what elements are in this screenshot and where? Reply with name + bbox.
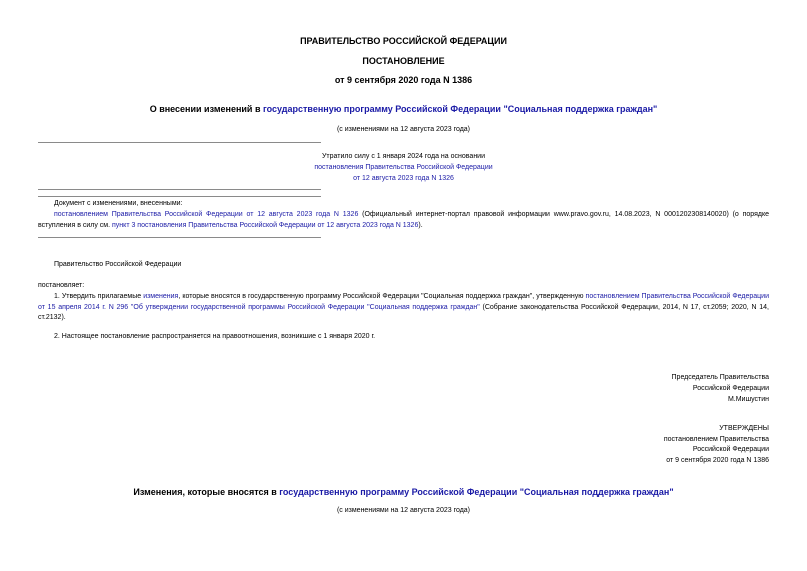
expired-decree-link[interactable]: постановления Правительства Российской Федерации (314, 164, 493, 171)
document-title (0, 104, 807, 114)
signature-name: М.Мишустин (727, 396, 769, 403)
changes-label: Документ с изменениями, внесенными: (54, 200, 183, 207)
changes-title-prefix: Изменения, которые вносятся в (133, 487, 280, 497)
clause-1-text-end: (Собрание законодательства Российской Федерации, 2014, N 17, ст.2059; 2020, N 14, ст.2132). (38, 303, 769, 321)
approved-heading: УТВЕРЖДЕНЫ (719, 425, 769, 432)
approved-line-3: Российской Федерации (692, 446, 769, 453)
divider (38, 189, 321, 190)
changes-clause-link[interactable]: пункт 3 постановления Правительства Российской Федерации от 12 августа 2023 года N 1326 (112, 221, 419, 229)
decree-296-link[interactable]: постановлением Правительства Российской Федерации от 15 апреля 2014 г. N 296 "Об утверждении государственной программы Российской Федерации "Социальная поддержка граждан" (38, 293, 769, 311)
date-number-heading: от 9 сентября 2020 года N 1386 (334, 75, 473, 85)
changes-text: (Официальный интернет-портал правовой информации www.pravo.gov.ru, 14.08.2023, N 0001202308140020) (о порядке вступления в силу см. (38, 211, 769, 229)
divider (38, 237, 321, 238)
org-heading: ПРАВИТЕЛЬСТВО РОССИЙСКОЙ ФЕДЕРАЦИИ (300, 36, 507, 46)
changes-text-end: ). (418, 221, 423, 229)
doc-type-heading: ПОСТАНОВЛЕНИЕ (362, 56, 445, 66)
divider (38, 196, 321, 197)
changes-link[interactable]: изменения (143, 293, 179, 300)
expired-date-link[interactable]: от 12 августа 2023 года N 1326 (353, 175, 454, 182)
clause-2: 2. Настоящее постановление распространяется на правоотношения, возникшие с 1 января 2020 г. (54, 333, 376, 340)
divider (38, 142, 321, 143)
changes-decree-link[interactable]: постановлением Правительства Российской Федерации от 12 августа 2023 года N 1326 (54, 211, 359, 218)
government-label: Правительство Российской Федерации (54, 261, 182, 268)
expired-line-1: Утратило силу с 1 января 2024 года на основании (321, 153, 486, 160)
clause-1-text: , которые вносятся в государственную программу Российской Федерации "Социальная поддержка граждан", утвержденную (178, 293, 586, 300)
clause-1-text: 1. Утвердить прилагаемые (54, 293, 144, 300)
title-program-link[interactable]: государственную программу Российской Федерации "Социальная поддержка граждан" (262, 104, 658, 114)
approved-line-4: от 9 сентября 2020 года N 1386 (666, 457, 769, 464)
decrees-label: постановляет: (38, 282, 85, 289)
changes-title (0, 487, 807, 497)
signature-position: Председатель Правительства (671, 374, 769, 381)
changes-title-program-link[interactable]: государственную программу Российской Федерации "Социальная поддержка граждан" (279, 487, 674, 497)
changes-paragraph (38, 210, 769, 231)
title-prefix: О внесении изменений в (149, 104, 263, 114)
clause-1 (38, 292, 769, 324)
signature-country: Российской Федерации (692, 385, 769, 392)
revision-note: (с изменениями на 12 августа 2023 года) (336, 126, 471, 133)
approved-line-2: постановлением Правительства (663, 436, 769, 443)
revision-note-2: (с изменениями на 12 августа 2023 года) (336, 507, 471, 514)
